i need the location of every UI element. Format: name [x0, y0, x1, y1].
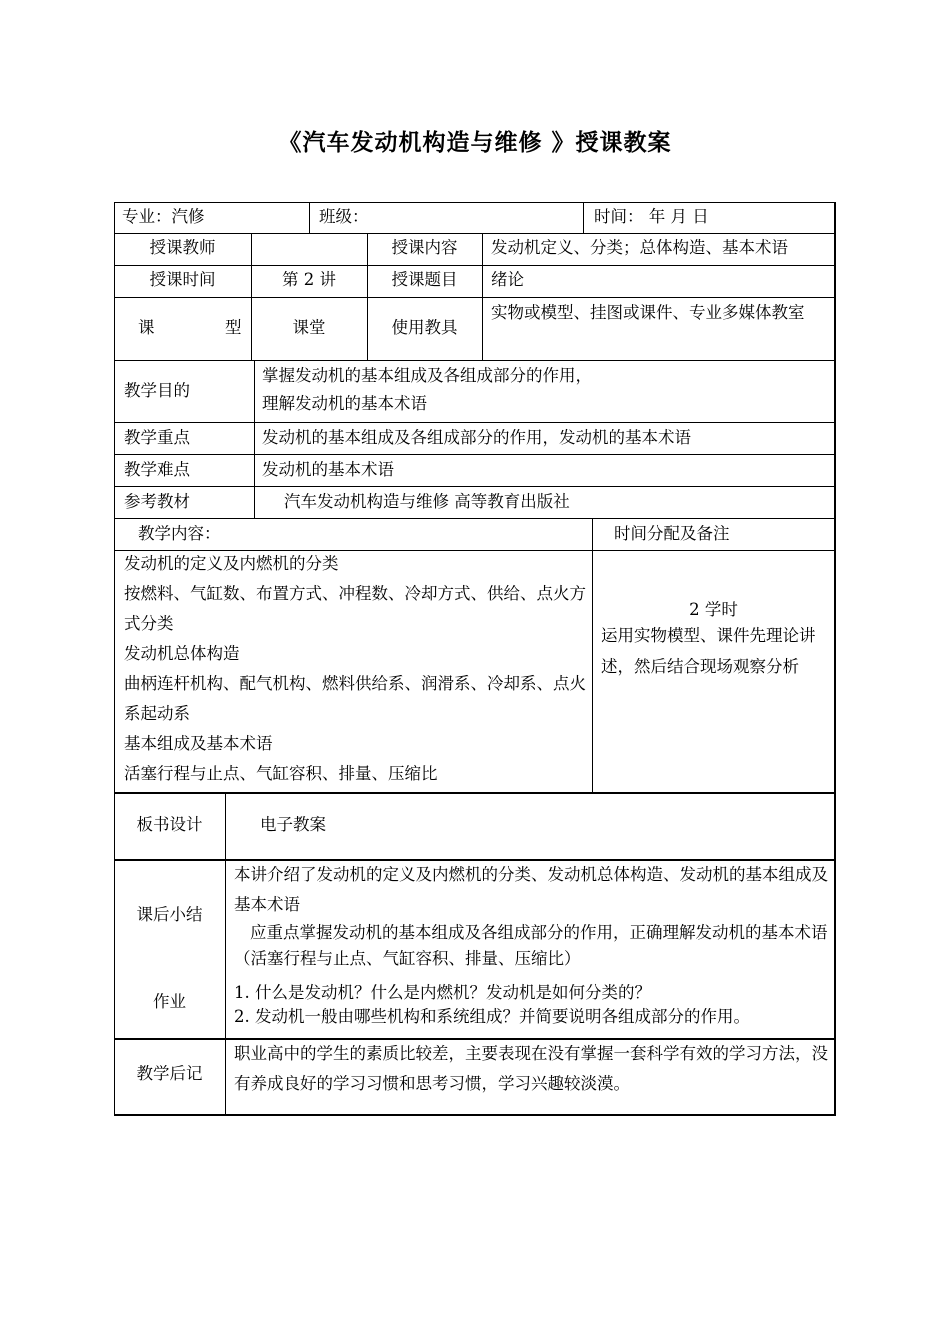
- homework-question: 1. 什么是发动机？什么是内燃机？发动机是如何分类的？: [234, 983, 651, 1002]
- purpose-line: 理解发动机的基本术语: [262, 394, 427, 413]
- reference-label: 参考教材: [124, 492, 190, 511]
- type-label-start: 课: [138, 318, 155, 337]
- board-value: 电子教案: [260, 815, 326, 834]
- period-value: 第 2 讲: [282, 270, 336, 289]
- table-border: [114, 202, 836, 203]
- key-label: 教学重点: [124, 428, 190, 447]
- table-border: [114, 1114, 836, 1116]
- content-value: 发动机定义、分类；总体构造、基本术语: [491, 238, 788, 257]
- lesson-plan-table: [114, 202, 836, 1116]
- key-value: 发动机的基本组成及各组成部分的作用，发动机的基本术语: [262, 428, 691, 447]
- period-label: 授课时间: [149, 270, 216, 289]
- tools-value: 实物或模型、挂图或课件、专业多媒体教室: [491, 303, 805, 322]
- topic-label: 授课题目: [391, 270, 458, 289]
- content-line: 发动机的定义及内燃机的分类: [124, 554, 339, 573]
- column-divider: [254, 360, 255, 518]
- homework-label: 作业: [153, 992, 186, 1011]
- column-divider: [583, 202, 584, 233]
- content-label: 授课内容: [391, 238, 458, 257]
- reference-value: 汽车发动机构造与维修 高等教育出版社: [284, 492, 570, 511]
- notes-header: 时间分配及备注: [614, 524, 730, 543]
- topic-value: 绪论: [491, 270, 524, 289]
- type-label-end: 型: [225, 318, 242, 337]
- type-value: 课堂: [292, 318, 326, 337]
- reflection-value: 职业高中的学生的素质比较差，主要表现在没有掌握一套科学有效的学习方法，没有养成良好的学习习惯和思考习惯，学习兴趣较淡漠。: [234, 1044, 828, 1093]
- column-divider: [225, 792, 226, 1114]
- table-border: [114, 202, 115, 1116]
- reflection-label: 教学后记: [136, 1064, 203, 1083]
- date-field: 时间： 年 月 日: [594, 207, 709, 226]
- page-title: 《汽车发动机构造与维修 》授课教案: [278, 130, 672, 156]
- tools-label: 使用教具: [391, 318, 458, 337]
- hours-value: 2 学时: [689, 600, 738, 619]
- homework-question: 2. 发动机一般由哪些机构和系统组成？并简要说明各组成部分的作用。: [234, 1007, 750, 1026]
- summary-label: 课后小结: [136, 905, 203, 924]
- table-border: [834, 202, 836, 1116]
- difficulty-label: 教学难点: [124, 460, 190, 479]
- class-field: 班级：: [319, 207, 369, 226]
- content-line: 按燃料、气缸数、布置方式、冲程数、冷却方式、供给、点火方式分类: [124, 584, 586, 633]
- content-line: 活塞行程与止点、气缸容积、排量、压缩比: [124, 764, 438, 783]
- notes-value: 运用实物模型、课件先理论讲述，然后结合现场观察分析: [601, 626, 816, 676]
- difficulty-value: 发动机的基本术语: [262, 460, 394, 479]
- content-line: 基本组成及基本术语: [124, 734, 273, 753]
- content-line: 曲柄连杆机构、配气机构、燃料供给系、润滑系、冷却系、点火系起动系: [124, 674, 586, 723]
- major-field: 专业：汽修: [122, 207, 205, 226]
- purpose-label: 教学目的: [124, 381, 190, 400]
- content-header: 教学内容：: [138, 524, 221, 543]
- summary-paragraph: 本讲介绍了发动机的定义及内燃机的分类、发动机总体构造、发动机的基本组成及基本术语: [234, 865, 828, 914]
- summary-paragraph: 应重点掌握发动机的基本组成及各组成部分的作用，正确理解发动机的基本术语（活塞行程与止点、气缸容积、排量、压缩比）: [234, 923, 828, 968]
- content-line: 发动机总体构造: [124, 644, 240, 663]
- board-label: 板书设计: [136, 815, 203, 834]
- row-divider: [114, 792, 836, 794]
- teacher-label: 授课教师: [149, 238, 216, 257]
- purpose-line: 掌握发动机的基本组成及各组成部分的作用，: [262, 366, 592, 385]
- column-divider: [592, 518, 593, 792]
- column-divider: [482, 233, 483, 360]
- row-divider: [114, 454, 836, 455]
- column-divider: [309, 202, 310, 233]
